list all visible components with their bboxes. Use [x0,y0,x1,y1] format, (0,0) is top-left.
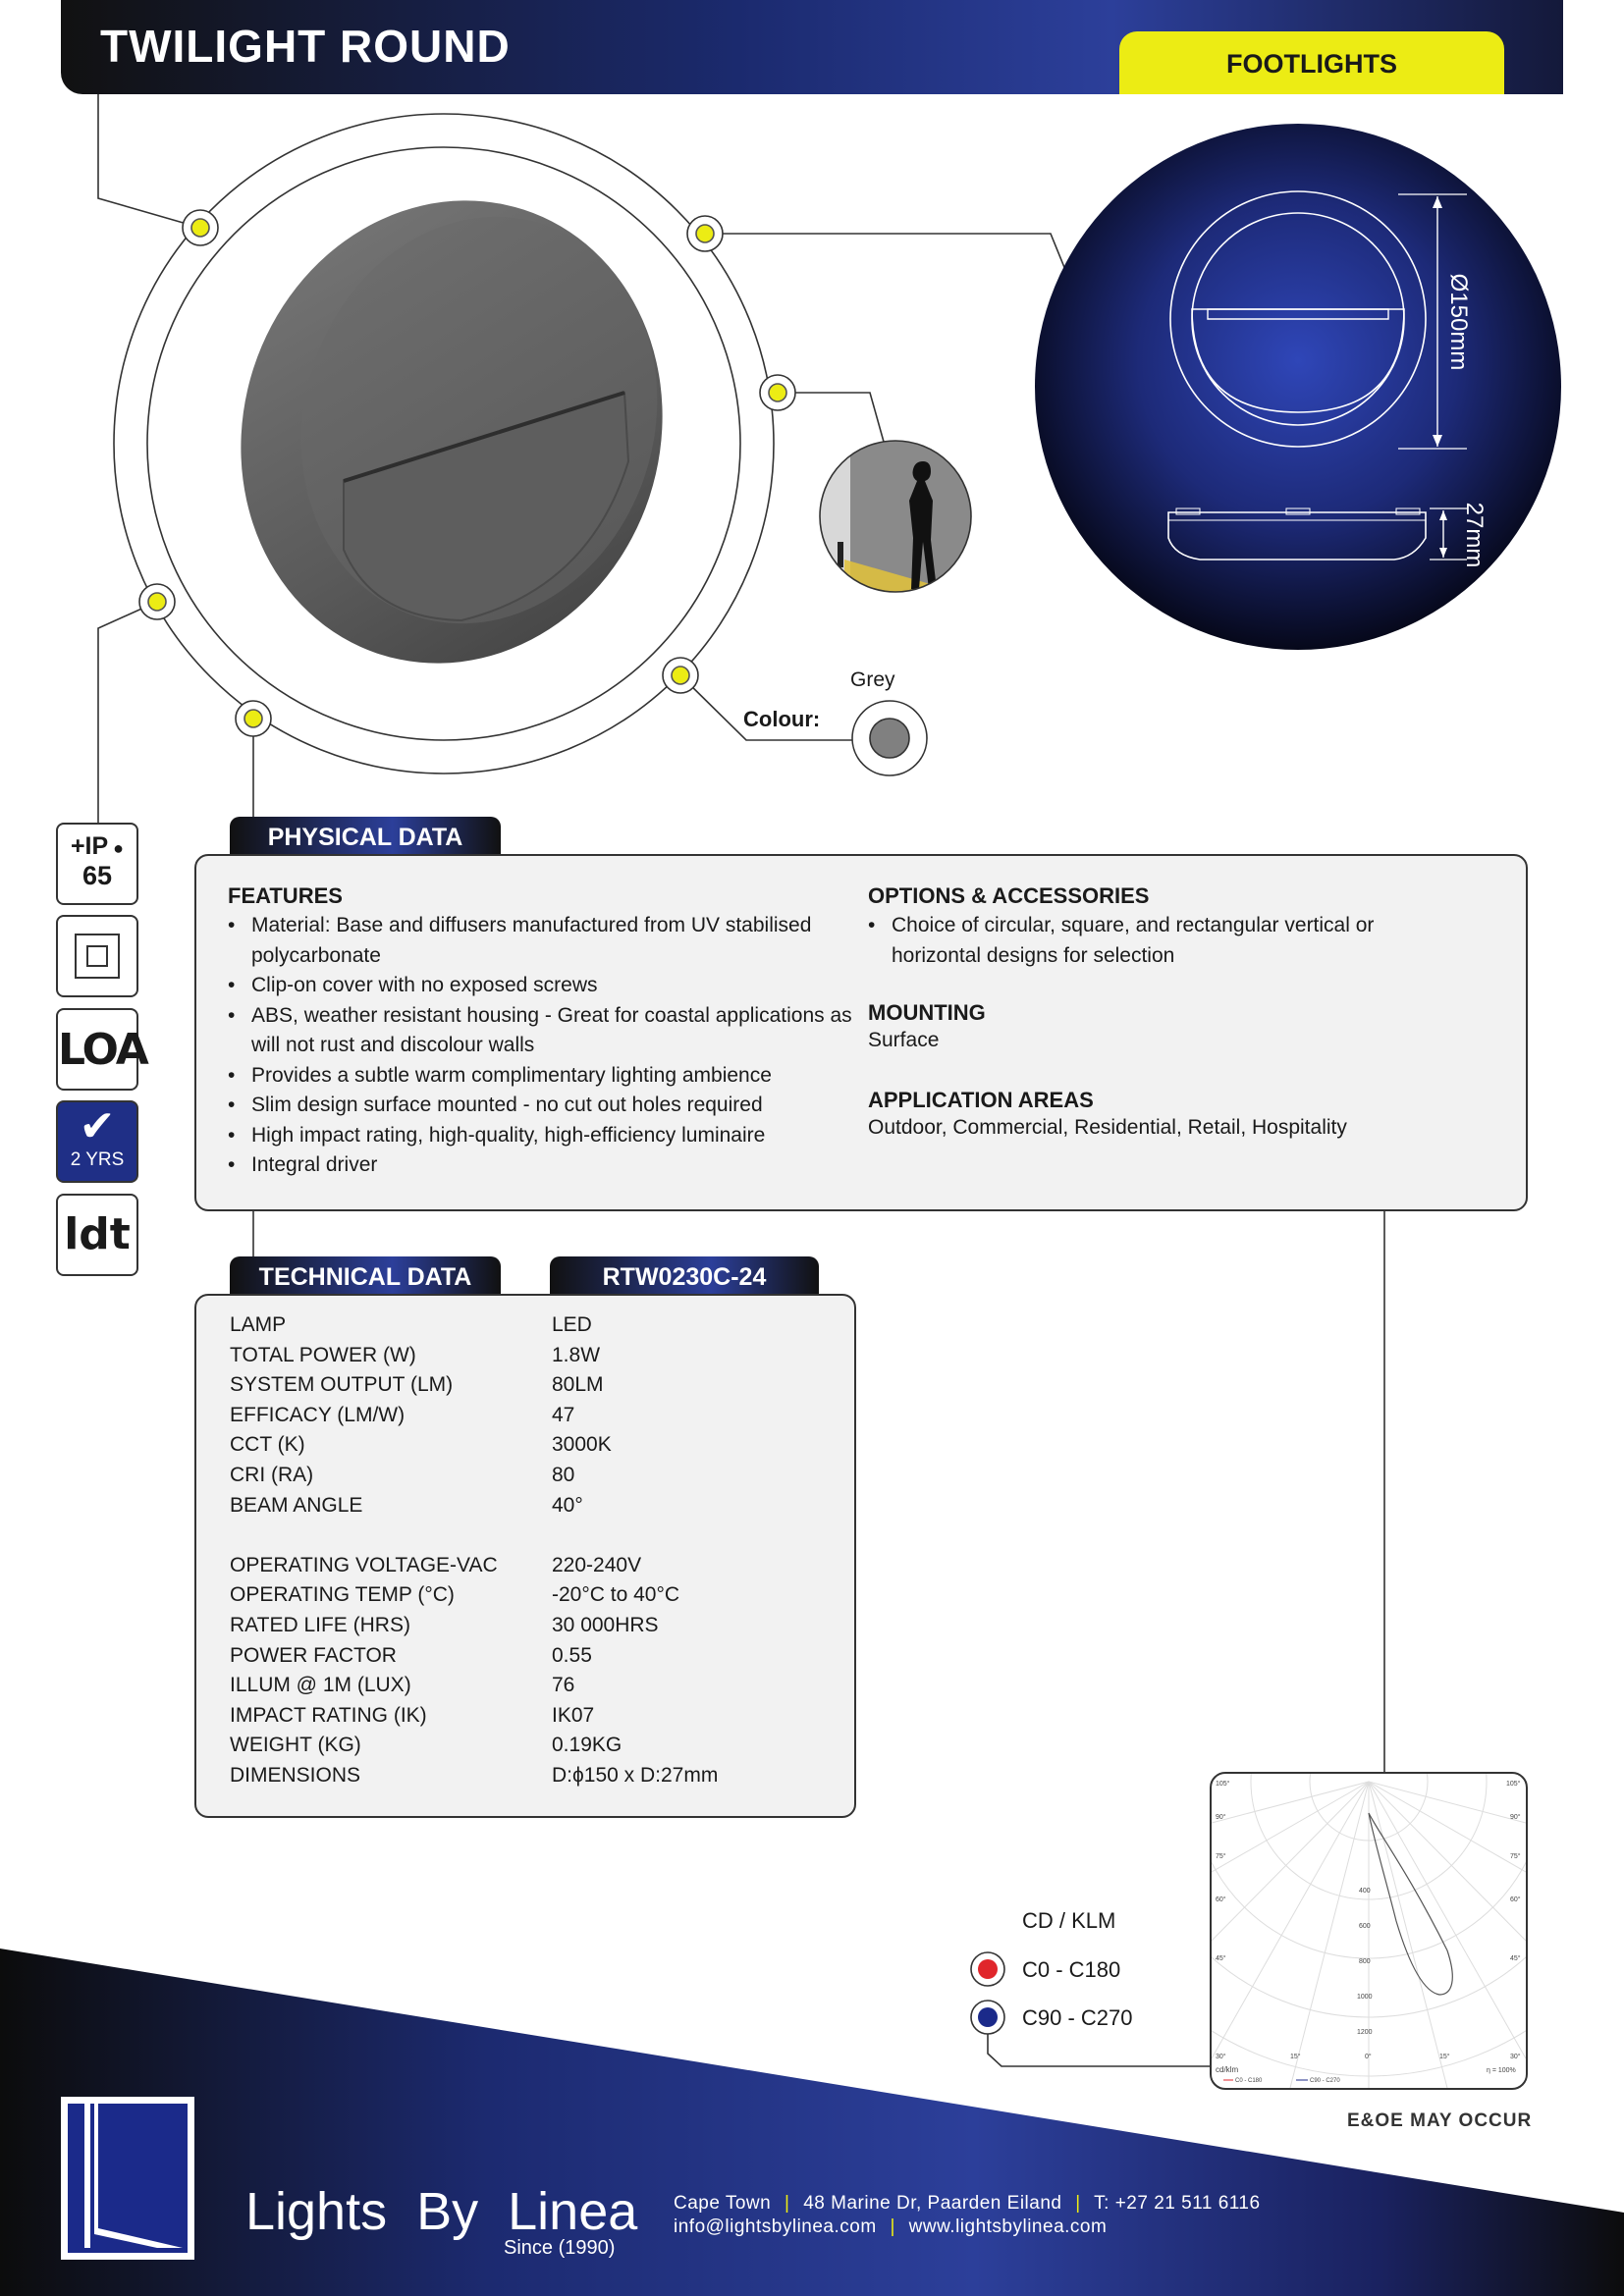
list-item: • Provides a subtle warm complimentary lighting ambience [228,1061,856,1092]
tech-value: 30 000HRS [552,1614,659,1636]
contact-email[interactable]: info@lightsbylinea.com [674,2216,877,2237]
list-item: • Choice of circular, square, and rectangular vertical or horizontal designs for selection [868,911,1437,971]
mounting-title: MOUNTING [868,1000,986,1025]
tech-label: POWER FACTOR [230,1643,397,1667]
tech-value: 3000K [552,1433,612,1457]
tech-label: RATED LIFE (HRS) [230,1614,410,1636]
legend-label-c0: C0 - C180 [1022,1957,1121,1982]
contact-city: Cape Town [674,2193,772,2214]
product-title: TWILIGHT ROUND [100,21,511,72]
physical-data-panel [194,854,1528,1211]
features-title: FEATURES [228,883,343,908]
tech-value: 1.8W [552,1343,601,1366]
colour-label: Colour: [743,707,821,731]
angle-label: 90° [1216,1814,1226,1821]
angle-label: 30° [1216,2054,1226,2060]
tech-value: 0.55 [552,1643,592,1667]
tech-label: SYSTEM OUTPUT (LM) [230,1373,454,1397]
polar-chart [1212,1774,1526,2088]
product-code-tab: RTW0230C-24 [550,1256,819,1296]
physical-data-tab: PHYSICAL DATA [230,817,501,856]
contact-address: 48 Marine Dr, Paarden Eiland [803,2193,1062,2214]
technical-data-panel [194,1294,856,1818]
tech-label: TOTAL POWER (W) [230,1343,416,1366]
tech-value: -20°C to 40°C [552,1583,680,1607]
tech-label: CCT (K) [230,1433,305,1457]
tech-value: IK07 [552,1703,595,1727]
tech-label: WEIGHT (KG) [230,1734,361,1757]
class-two-badge [56,915,138,997]
intensity-curve [1369,1813,1452,1995]
separator: | [890,2216,895,2237]
contact-website[interactable]: www.lightsbylinea.com [908,2216,1108,2237]
tech-label: DIMENSIONS [230,1764,361,1787]
radial-label: 800 [1359,1958,1371,1965]
ldt-badge [56,1194,138,1276]
brand-since: Since (1990) [504,2237,616,2259]
options-title: OPTIONS & ACCESSORIES [868,883,1150,908]
mounting-value: Surface [868,1029,940,1051]
ip-rating-badge [56,823,138,905]
efficiency-label: η = 100% [1487,2067,1516,2074]
category-tab: FOOTLIGHTS [1119,31,1504,94]
tech-label: LAMP [230,1313,287,1336]
ip-prefix: +IP [70,832,109,860]
radial-label: 1200 [1357,2029,1373,2036]
angle-label: 105° [1216,1781,1230,1788]
check-icon: ✔ [79,1101,116,1151]
brand-logo-icon [61,2097,194,2260]
angle-label: 60° [1216,1896,1226,1903]
mini-legend: C90 - C270 [1310,2078,1340,2084]
brand-name: Lights By Linea [245,2182,638,2241]
ip-rating-value: 65 [81,861,113,890]
separator: | [1075,2193,1081,2214]
tech-label: CRI (RA) [230,1464,314,1486]
radial-label: 600 [1359,1923,1371,1930]
product-render [182,145,722,719]
list-item: • ABS, weather resistant housing - Great for coastal applications as will not rust and discolour walls [228,1001,856,1061]
corner-unit: cd/klm [1216,2065,1239,2074]
list-item: • Integral driver [228,1150,856,1181]
unit-label: CD / KLM [1022,1908,1116,1933]
contact-phone: T: +27 21 511 6116 [1094,2193,1261,2214]
angle-label: 60° [1510,1896,1521,1903]
warranty-label: 2 YRS [70,1149,125,1170]
tech-value: 47 [552,1403,575,1426]
angle-label: 90° [1510,1814,1521,1821]
tech-value: 76 [552,1674,575,1697]
tech-value: 220-240V [552,1553,642,1576]
tech-value: LED [552,1313,592,1336]
mini-legend: C0 - C180 [1235,2078,1263,2084]
tech-label: OPERATING VOLTAGE-VAC [230,1553,498,1576]
list-item: • Slim design surface mounted - no cut out holes required [228,1091,856,1121]
tech-label: BEAM ANGLE [230,1493,363,1517]
loa-badge [56,1008,147,1091]
tech-value: 0.19KG [552,1734,623,1757]
water-drop-icon: ● [108,838,125,858]
warranty-badge [56,1100,138,1183]
diameter-label: Ø150mm [1445,273,1472,371]
tech-label: EFFICACY (LM/W) [230,1403,406,1426]
list-item: • Clip-on cover with no exposed screws [228,971,856,1001]
angle-label: 15° [1439,2054,1450,2060]
angle-label: 45° [1510,1955,1521,1962]
tech-value: 80 [552,1464,575,1486]
technical-data-tab: TECHNICAL DATA [230,1256,501,1296]
options-section [868,883,1437,1143]
colour-value: Grey [850,668,895,691]
angle-label: 0° [1365,2054,1372,2060]
contact-details [674,2192,1261,2239]
legend-markers [967,1949,1006,2047]
features-section [228,883,856,1181]
tech-value: 40° [552,1493,583,1517]
features-list [228,911,856,1181]
tech-label: OPERATING TEMP (°C) [230,1583,455,1607]
disclaimer: E&OE MAY OCCUR [1347,2110,1533,2131]
list-item: • High impact rating, high-quality, high-efficiency luminaire [228,1121,856,1151]
tech-value: D:ϕ150 x D:27mm [552,1764,719,1787]
dimension-drawing [1035,124,1561,650]
colour-swatch [852,701,927,775]
legend-label-c90: C90 - C270 [1022,2005,1133,2030]
depth-label: 27mm [1461,502,1488,568]
radial-label: 400 [1359,1888,1371,1895]
angle-label: 30° [1510,2054,1521,2060]
radial-label: 1000 [1357,1994,1373,2001]
options-list [868,911,1437,971]
areas-title: APPLICATION AREAS [868,1087,1094,1112]
tech-label: ILLUM @ 1M (LUX) [230,1674,411,1697]
tech-label: IMPACT RATING (IK) [230,1703,427,1727]
angle-label: 15° [1290,2054,1301,2060]
ldt-text: ldt [64,1209,131,1259]
loa-text: LOA [58,1025,147,1075]
areas-value: Outdoor, Commercial, Residential, Retail, Hospitality [868,1115,1347,1139]
angle-label: 75° [1216,1853,1226,1860]
tech-value: 80LM [552,1373,604,1397]
list-item: • Material: Base and diffusers manufactured from UV stabilised polycarbonate [228,911,856,971]
angle-label: 45° [1216,1955,1226,1962]
double-square-icon [75,934,120,979]
application-thumbnail [815,432,982,599]
angle-label: 105° [1506,1781,1521,1788]
angle-label: 75° [1510,1853,1521,1860]
separator: | [785,2193,790,2214]
polar-chart-frame [1210,1772,1528,2090]
